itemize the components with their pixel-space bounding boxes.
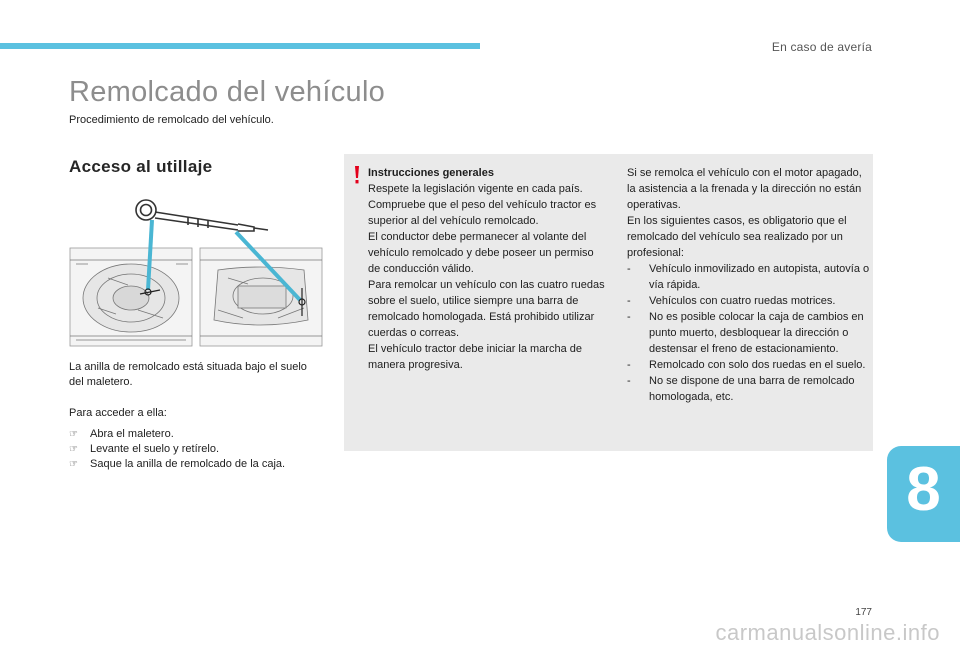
intro-text: Procedimiento de remolcado del vehículo. (69, 114, 274, 126)
instruction-line: Compruebe que el peso del vehículo tractor es superior al del vehículo remolcado. (368, 199, 597, 227)
access-steps (69, 427, 285, 472)
professional-required-note: En los siguientes casos, es obligatorio que el remolcado del vehículo sea realizado por un profesional: (627, 215, 847, 259)
list-item: ☞ Saque la anilla de remolcado de la caja. (69, 458, 286, 470)
chapter-number: 8 (906, 455, 941, 524)
chapter-tab (887, 446, 960, 542)
access-heading: Acceso al utillaje (69, 157, 213, 176)
header-accent-bar (0, 43, 480, 49)
watermark: carmanualsonline.info (715, 620, 940, 645)
pointing-finger-icon: ☞ (69, 444, 78, 455)
page-number: 177 (855, 607, 872, 618)
access-instruction: Para acceder a ella: (69, 407, 167, 419)
instructions-column-2 (627, 165, 873, 405)
trunk-box-view (200, 248, 322, 346)
list-item: ☞ Levante el suelo y retírelo. (69, 443, 220, 455)
instruction-line: El conductor debe permanecer al volante del vehículo remolcado y debe poseer un permiso de conducción válido. (368, 231, 594, 275)
access-paragraph: La anilla de remolcado está situada bajo el suelo del maletero. (69, 361, 307, 388)
list-item: - No es posible colocar la caja de cambios en punto muerto, desbloquear la dirección o destensar el freno de estacionamiento. (627, 311, 864, 355)
instructions-heading: Instrucciones generales (368, 167, 494, 179)
professional-cases-list (627, 261, 873, 405)
list-item: - Vehículos con cuatro ruedas motrices. (627, 295, 836, 307)
list-item: - No se dispone de una barra de remolcado homologada, etc. (627, 375, 855, 403)
list-item: ☞ Abra el maletero. (69, 428, 174, 440)
pointing-finger-icon: ☞ (69, 429, 78, 440)
warning-exclamation-icon (353, 166, 361, 184)
towing-eye-illustration (68, 190, 324, 358)
trunk-spare-wheel-view (70, 248, 192, 346)
section-label: En caso de avería (771, 40, 872, 54)
engine-off-note: Si se remolca el vehículo con el motor apagado, la asistencia a la frenada y la dirección no están operativas. (627, 167, 862, 211)
instruction-line: Respete la legislación vigente en cada país. (368, 183, 583, 195)
instruction-line: El vehículo tractor debe iniciar la marcha de manera progresiva. (368, 343, 582, 371)
pointing-finger-icon: ☞ (69, 459, 78, 470)
towing-eye-tool (136, 200, 268, 231)
list-item: - Vehículo inmovilizado en autopista, autovía o vía rápida. (627, 263, 870, 291)
page-title: Remolcado del vehículo (69, 76, 386, 108)
list-item: - Remolcado con solo dos ruedas en el suelo. (627, 359, 866, 371)
instruction-line: Para remolcar un vehículo con las cuatro ruedas sobre el suelo, utilice siempre una barra de remolcado homologada. Está prohibido utilizar cuerdas o correas. (368, 279, 605, 339)
instructions-column-1 (368, 165, 608, 373)
